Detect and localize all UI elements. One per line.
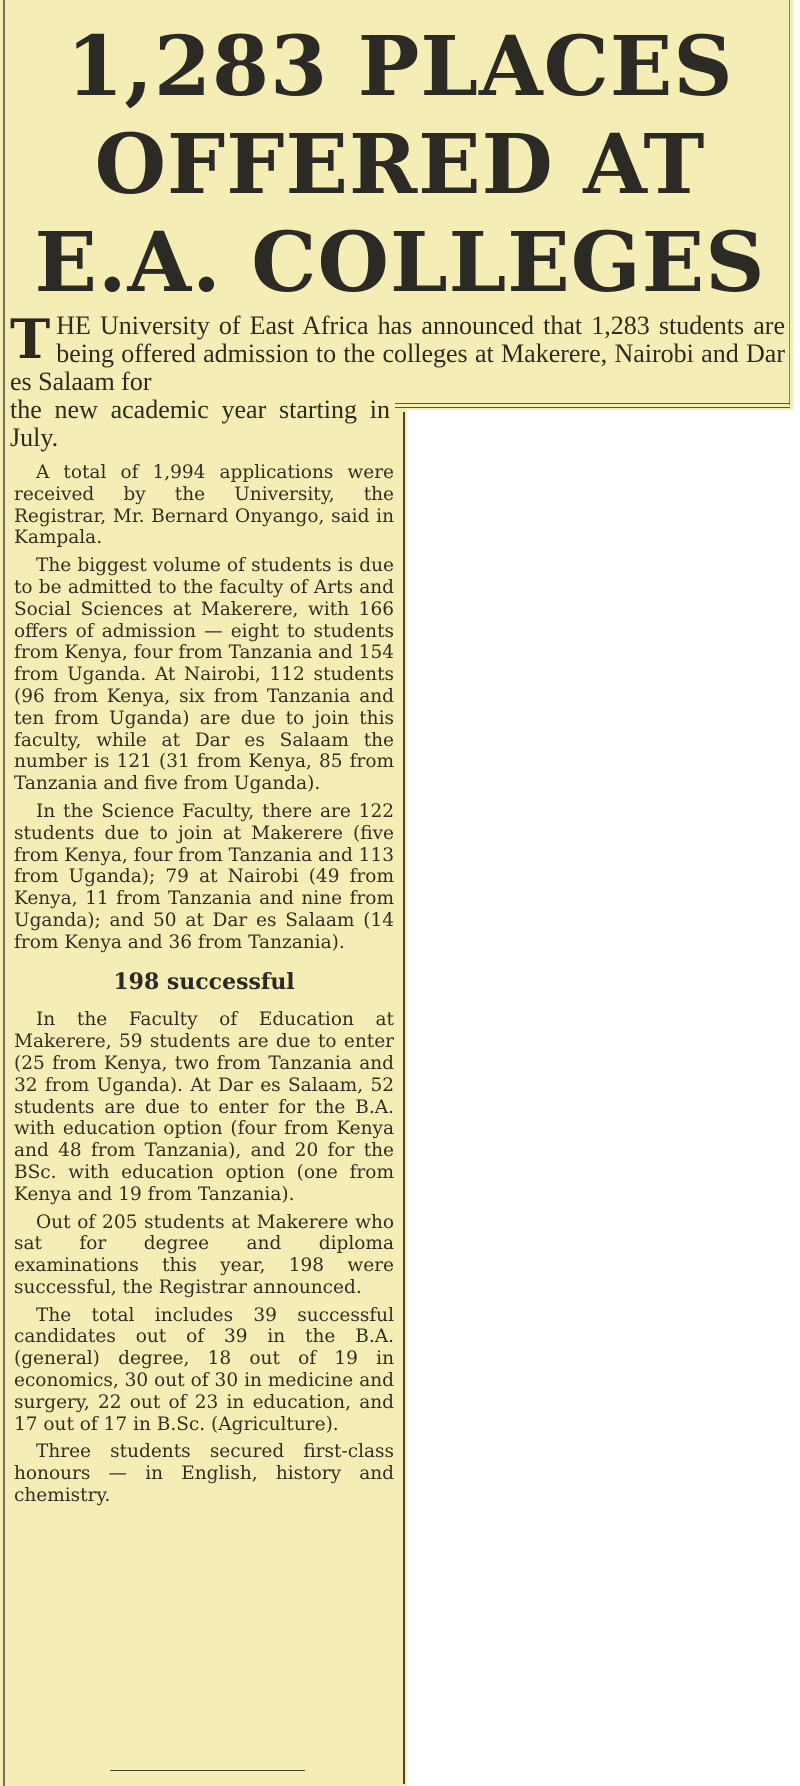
end-rule — [110, 1770, 305, 1771]
article-paragraph: The total includes 39 successful candidates out of 39 in the B.A. (general) degree, 18 out of 19 in economics, 30 out of 30 in medicine and surgery, 22 out of 23 in education, and 17 out of 17 in B.Sc. (Agriculture). — [14, 1304, 394, 1435]
lead-paragraph — [10, 307, 785, 452]
lead-text-narrow: the new academic year starting in July. — [10, 395, 390, 452]
headline — [10, 18, 790, 312]
subheading: 198 successful — [113, 968, 295, 995]
headline-line: OFFERED AT — [94, 117, 706, 213]
article-paragraph: A total of 1,994 applications were received by the University, the Registrar, Mr. Bernard Onyango, said in Kampala. — [14, 462, 394, 549]
article-body — [14, 462, 394, 1513]
drop-cap: T — [10, 307, 51, 371]
column-rule — [403, 412, 405, 1784]
article-paragraph: Out of 205 students at Makerere who sat for degree and diploma examinations this year, 198 were successful, the Registrar announced. — [14, 1211, 394, 1298]
lead-text: HE University of East Africa has announced that 1,283 students are being offered admission to the colleges at Makerere, Nairobi and Dar es Salaam for — [10, 311, 785, 396]
article-paragraph: Three students secured first-class honours — in English, history and chemistry. — [14, 1441, 394, 1507]
article-paragraph: The biggest volume of students is due to be admitted to the faculty of Arts and Social Sciences at Makerere, with 166 offers of admission — eight to students from Kenya, four from Tanzania and 154 from Uganda. At Nairobi, 112 students (96 from Kenya, six from Tanzania and ten from Uganda) are due to join this faculty, while at Dar es Salaam the number is 121 (31 from Kenya, 85 from Tanzania and five from Uganda). — [14, 555, 394, 795]
left-edge-rule — [3, 0, 5, 1786]
article-paragraph: In the Science Faculty, there are 122 students due to join at Makerere (five from Kenya, four from Tanzania and 113 from Uganda); 79 at Nairobi (49 from Kenya, 11 from Tanzania and nine from Uganda); and 50 at Dar es Salaam (14 from Kenya and 36 from Tanzania). — [14, 800, 394, 953]
headline-line: E.A. COLLEGES — [34, 215, 766, 311]
article-paragraph: In the Faculty of Education at Makerere, 59 students are due to enter (25 from Kenya, two from Tanzania and 32 from Uganda). At Dar es Salaam, 52 students are due to enter for the B.A. with education option (four from Kenya and 48 from Tanzania), and 20 for the BSc. with education option (one from Kenya and 19 from Tanzania). — [14, 1009, 394, 1205]
headline-line: 1,283 PLACES — [66, 19, 734, 115]
